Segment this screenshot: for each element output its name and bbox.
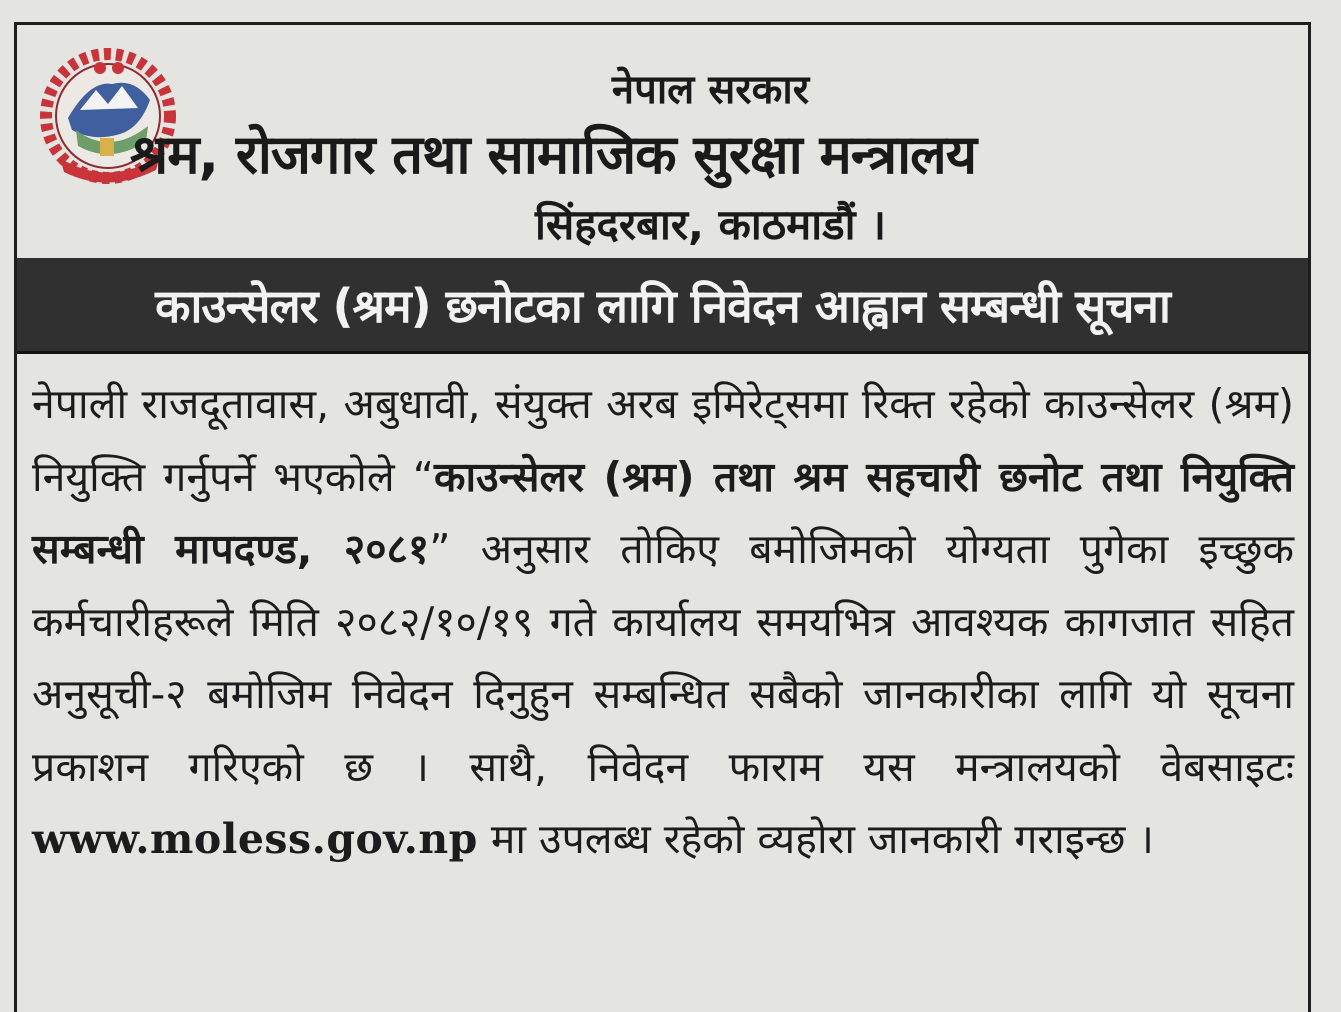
ministry-address: सिंहदरबार, काठमाडौं । xyxy=(534,200,887,249)
website-link[interactable]: www.moless.gov.np xyxy=(32,815,478,863)
body-text-part-1: नेपाली राजदूतावास, अबुधावी, संयुक्त अरब इमिरेट्समा रिक्त रहेको काउन्सेलर (श्रम) नियुक्ति गर्नुपर्ने भएकोले “ xyxy=(32,380,1294,501)
body-text-part-2: ” अनुसार तोकिए बमोजिमको योग्यता पुगेका इच्छुक कर्मचारीहरूले मिति २०८२/१०/१९ गते कार्यालय समयभित्र आवश्यक कागजात सहित अनुसूची-२ बमोजिम निवेदन दिनुहुन सम्बन्धित सबैको जानकारीका लागि यो सूचना प्रकाशन गरिएको छ । साथै, निवेदन फाराम यस मन्त्रालयको वेबसाइटः xyxy=(32,525,1294,791)
ministry-name: श्रम, रोजगार तथा सामाजिक सुरक्षा मन्त्रालय xyxy=(130,123,977,186)
criteria-title: काउन्सेलर (श्रम) तथा श्रम सहचारी छनोट तथा नियुक्ति सम्बन्धी मापदण्ड, २०८१ xyxy=(32,452,1294,573)
notice-title: काउन्सेलर (श्रम) छनोटका लागि निवेदन आह्वान सम्बन्धी सूचना xyxy=(17,258,1308,354)
body-text-part-3: मा उपलब्ध रहेको व्यहोरा जानकारी गराइन्छ । xyxy=(477,815,1154,863)
notice-body xyxy=(32,368,1294,876)
government-name: नेपाल सरकार xyxy=(611,67,810,113)
